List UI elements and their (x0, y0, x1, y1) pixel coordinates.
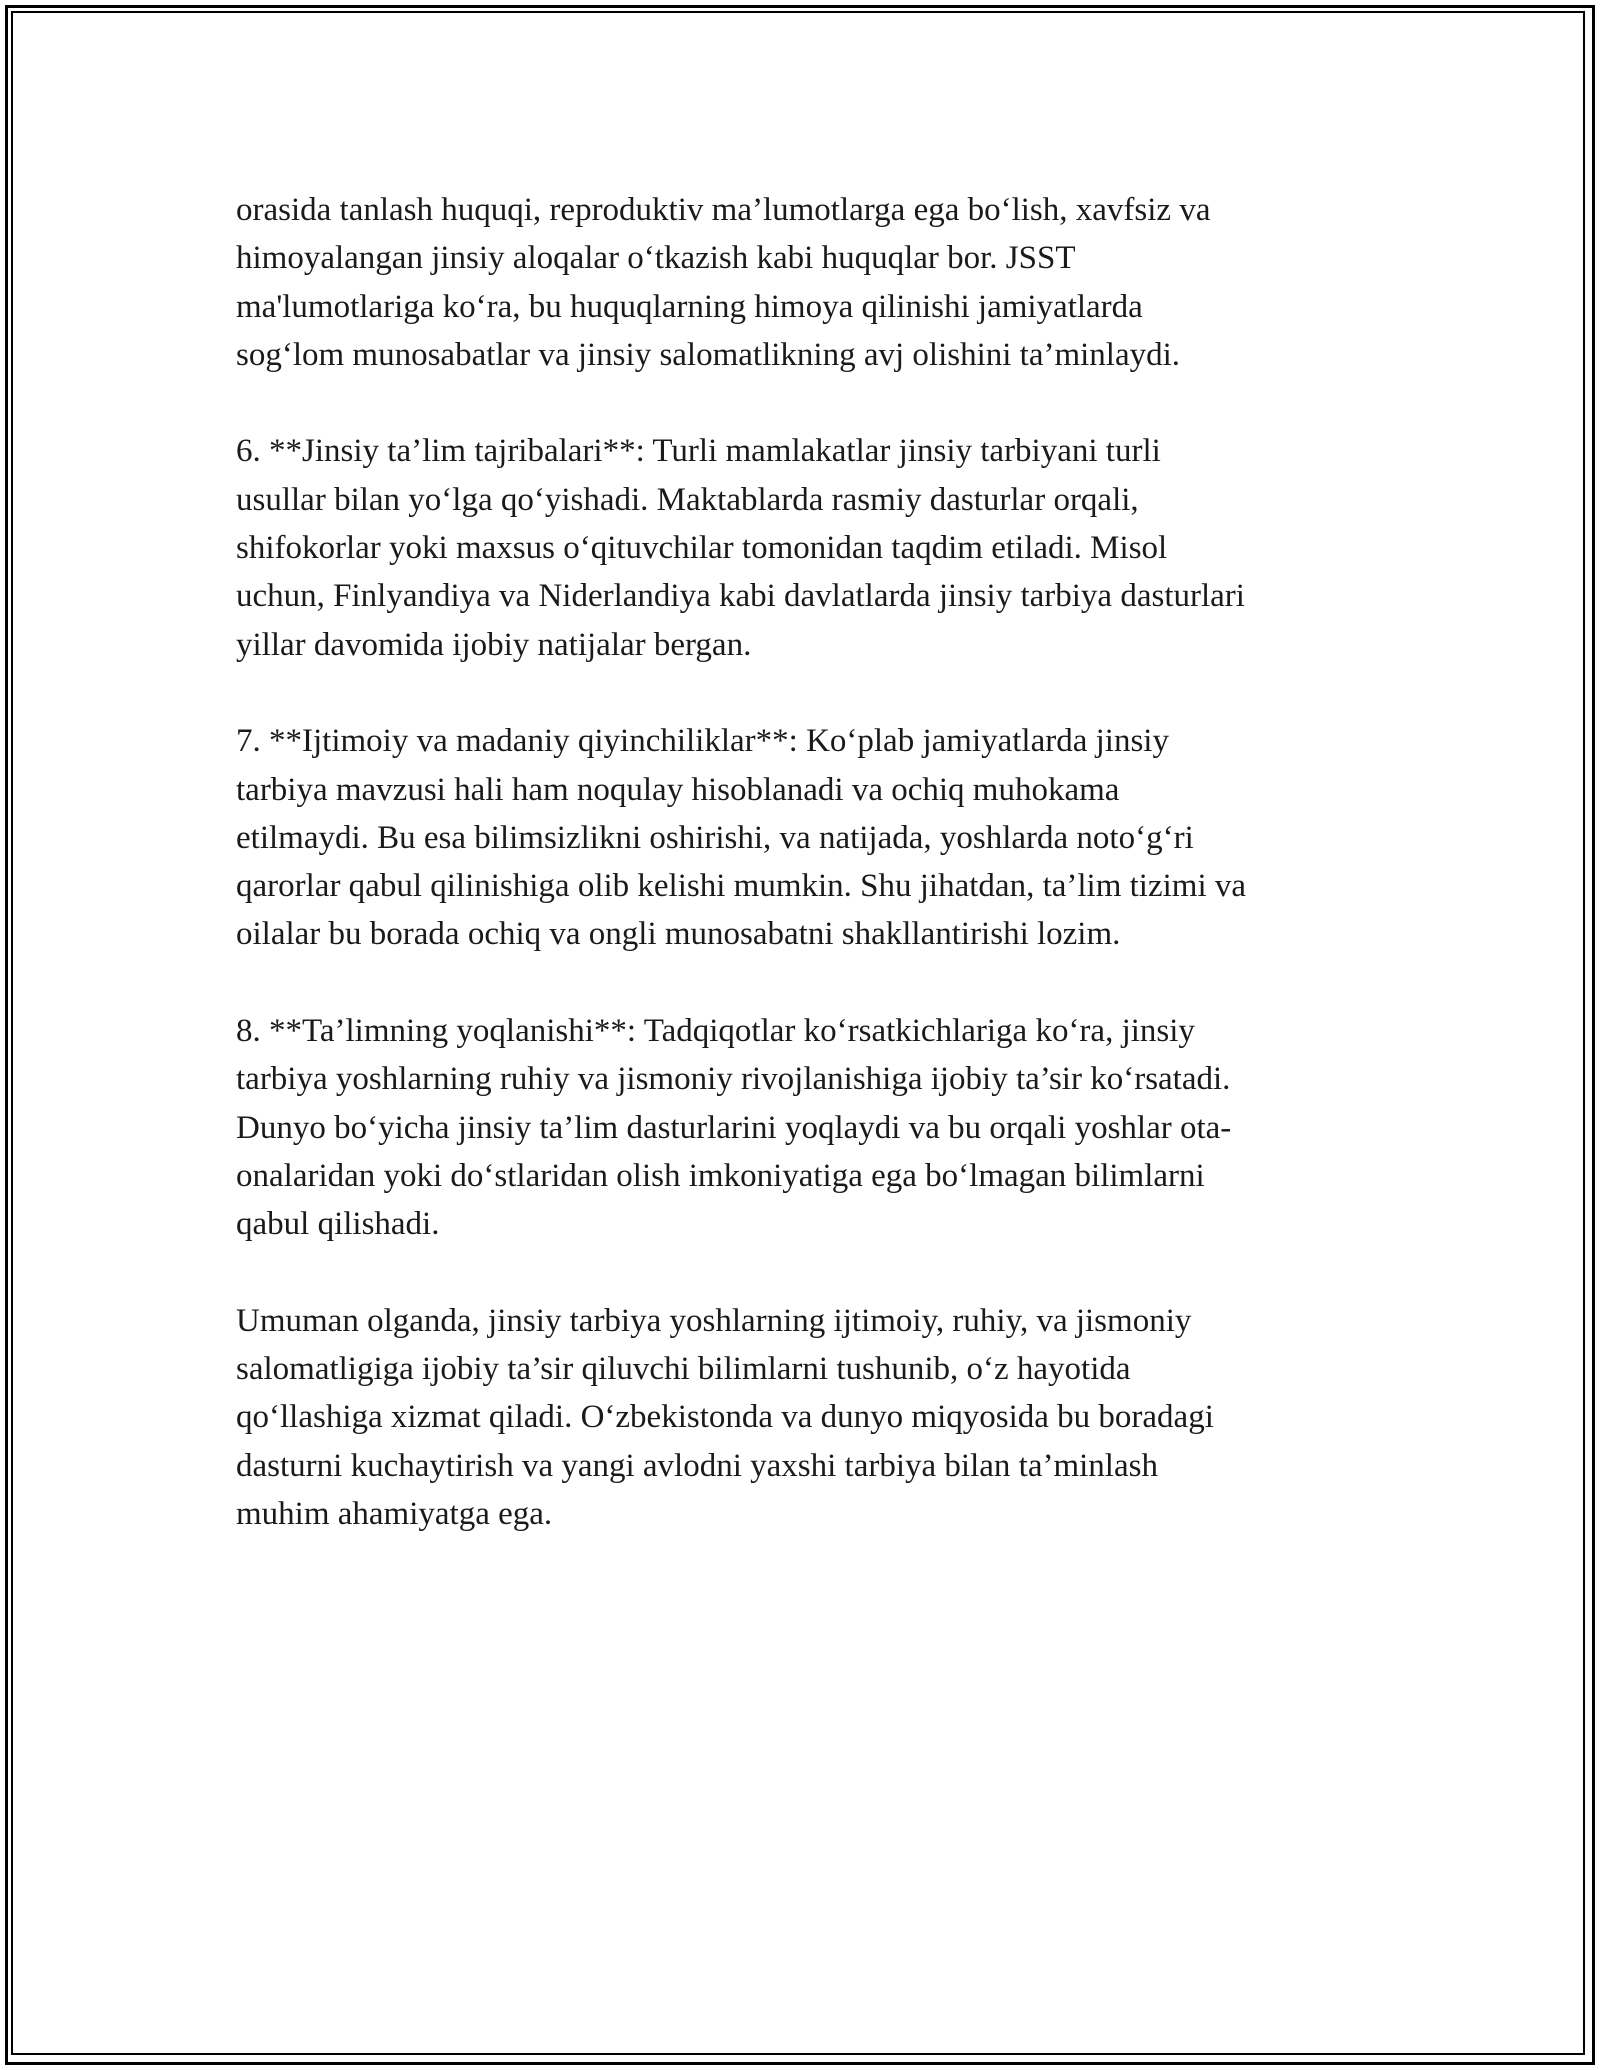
text-line: ma'lumotlariga ko‘ra, bu huquqlarning himoya qilinishi jamiyatlarda (236, 288, 1143, 325)
text-line: shifokorlar yoki maxsus o‘qituvchilar tomonidan taqdim etiladi. Misol (236, 530, 1168, 567)
text-line: qabul qilishadi. (236, 1206, 440, 1243)
text-line: sog‘lom munosabatlar va jinsiy salomatlikning avj olishini ta’minlaydi. (236, 336, 1181, 373)
text-line: 8. **Ta’limning yoqlanishi**: Tadqiqotlar ko‘rsatkichlariga ko‘ra, jinsiy (236, 1013, 1195, 1050)
document-body (236, 186, 1366, 1587)
text-line: muhim ahamiyatga ega. (236, 1496, 553, 1533)
paragraph-item-6 (236, 427, 1366, 668)
text-line: yillar davomida ijobiy natijalar bergan. (236, 626, 752, 663)
text-line: tarbiya yoshlarning ruhiy va jismoniy rivojlanishiga ijobiy ta’sir ko‘rsatadi. (236, 1061, 1231, 1098)
text-line: 7. **Ijtimoiy va madaniy qiyinchiliklar**: Ko‘plab jamiyatlarda jinsiy (236, 723, 1169, 760)
text-line: oilalar bu borada ochiq va ongli munosabatni shakllantirishi lozim. (236, 916, 1121, 953)
text-line: usullar bilan yo‘lga qo‘yishadi. Maktablarda rasmiy dasturlar orqali, (236, 481, 1139, 518)
text-line: orasida tanlash huquqi, reproduktiv ma’lumotlarga ega bo‘lish, xavfsiz va (236, 192, 1211, 228)
paragraph-item-8 (236, 1007, 1366, 1248)
text-line: qarorlar qabul qilinishiga olib kelishi mumkin. Shu jihatdan, ta’lim tizimi va (236, 868, 1247, 905)
paragraph-rights (236, 186, 1366, 379)
text-line: salomatligiga ijobiy ta’sir qiluvchi bilimlarni tushunib, o‘z hayotida (236, 1351, 1131, 1388)
text-line: 6. **Jinsiy ta’lim tajribalari**: Turli mamlakatlar jinsiy tarbiyani turli (236, 433, 1161, 470)
text-line: qo‘llashiga xizmat qiladi. O‘zbekistonda va dunyo miqyosida bu boradagi (236, 1399, 1214, 1436)
paragraph-conclusion (236, 1297, 1366, 1538)
text-line: tarbiya mavzusi hali ham noqulay hisoblanadi va ochiq muhokama (236, 771, 1120, 808)
text-line: etilmaydi. Bu esa bilimsizlikni oshirishi, va natijada, yoshlarda noto‘g‘ri (236, 819, 1194, 856)
text-line: dasturni kuchaytirish va yangi avlodni yaxshi tarbiya bilan ta’minlash (236, 1447, 1158, 1484)
text-line: uchun, Finlyandiya va Niderlandiya kabi davlatlarda jinsiy tarbiya dasturlari (236, 578, 1245, 615)
text-line: Umuman olganda, jinsiy tarbiya yoshlarning ijtimoiy, ruhiy, va jismoniy (236, 1302, 1192, 1339)
text-line: Dunyo bo‘yicha jinsiy ta’lim dasturlarini yoqlaydi va bu orqali yoshlar ota- (236, 1109, 1232, 1146)
text-line: himoyalangan jinsiy aloqalar o‘tkazish kabi huquqlar bor. JSST (236, 240, 1076, 277)
text-line: onalaridan yoki do‘stlaridan olish imkoniyatiga ega bo‘lmagan bilimlarni (236, 1157, 1205, 1194)
paragraph-item-7 (236, 717, 1366, 958)
